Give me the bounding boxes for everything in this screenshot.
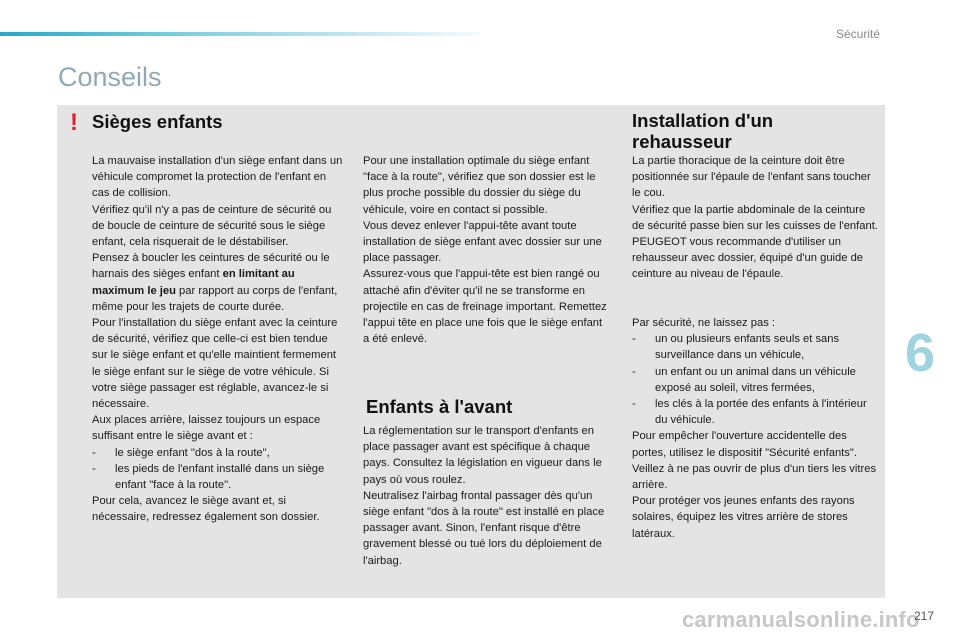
paragraph: Pour une installation optimale du siège enfant "face à la route", vérifiez que son dossier est le plus proche possible du dossier du siège du véhicule, voire en contact si possible. bbox=[363, 155, 596, 216]
list-item bbox=[92, 461, 344, 493]
paragraph: Pour protéger vos jeunes enfants des rayons solaires, équipez les vitres arrière de stores latéraux. bbox=[632, 495, 855, 540]
list-item-text: les pieds de l'enfant installé dans un siège enfant "face à la route". bbox=[115, 462, 325, 492]
paragraph: La réglementation sur le transport d'enfants en place passager avant est spécifique à chaque pays. Consultez la législation en vigueur dans le pays où vous roulez. bbox=[363, 425, 602, 486]
text-run: par rapport au corps de l'enfant, même pour les trajets de courte durée. bbox=[92, 284, 338, 313]
paragraph: Assurez-vous que l'appui-tête est bien rangé ou attaché afin d'éviter qu'il ne se transforme en projectile en cas de freinage important. Remettez l'appui tête en place une fois que le siège enfant a été enlevé. bbox=[363, 268, 607, 346]
header-accent-bar bbox=[0, 32, 480, 36]
paragraph: Veillez à ne pas ouvrir de plus d'un tiers les vitres arrière. bbox=[632, 462, 877, 492]
list-dash: - bbox=[632, 398, 636, 411]
list-dash: - bbox=[632, 365, 636, 378]
paragraph: Pour empêcher l'ouverture accidentelle des portes, utilisez le dispositif "Sécurité enfants". bbox=[632, 430, 857, 459]
sieges-column-2 bbox=[363, 153, 611, 347]
text-run: Pensez à boucler les ceintures de sécurité ou le harnais des sièges enfant bbox=[92, 252, 330, 281]
paragraph: Pour l'installation du siège enfant avec la ceinture de sécurité, vérifiez que celle-ci est bien tendue sur le siège enfant et qu'elle maintient fermement le siège enfant sur le siège de votre véhicule. Si votre siège passager est réglable, avancez-le si nécessaire. bbox=[92, 317, 338, 411]
page-number: 217 bbox=[914, 609, 935, 623]
list-item bbox=[92, 445, 344, 461]
list-item bbox=[632, 331, 882, 363]
list-item-text: un ou plusieurs enfants seuls et sans surveillance dans un véhicule, bbox=[655, 333, 840, 362]
enfants-avant-heading: Enfants à l'avant bbox=[366, 396, 513, 417]
paragraph: Vérifiez que la partie abdominale de la ceinture de sécurité passe bien sur les cuisses de l'enfant. bbox=[632, 203, 878, 232]
paragraph: Par sécurité, ne laissez pas : bbox=[632, 317, 776, 329]
list-item bbox=[632, 364, 882, 396]
paragraph: Aux places arrière, laissez toujours un espace suffisant entre le siège avant et : bbox=[92, 414, 321, 443]
sieges-enfants-heading: Sièges enfants bbox=[92, 111, 223, 132]
paragraph: La partie thoracique de la ceinture doit être positionnée sur l'épaule de l'enfant sans toucher le cou. bbox=[632, 155, 871, 200]
emphasis-text: en limitant au maximum le jeu bbox=[92, 268, 295, 297]
rehausseur-text bbox=[632, 153, 880, 283]
watermark: carmanualsonline.info bbox=[682, 607, 920, 632]
chapter-number: 6 bbox=[905, 323, 936, 383]
list-item-text: les clés à la portée des enfants à l'intérieur du véhicule. bbox=[655, 398, 867, 427]
list-item bbox=[632, 396, 882, 428]
paragraph: PEUGEOT vous recommande d'utiliser un rehausseur avec dossier, équipé d'un guide de ceinture au niveau de l'épaule. bbox=[632, 236, 864, 281]
heading-line: rehausseur bbox=[632, 131, 732, 152]
page-title: Conseils bbox=[58, 62, 162, 92]
list-dash: - bbox=[92, 462, 96, 475]
paragraph: Vous devez enlever l'appui-tête avant toute installation de siège enfant avec dossier sur une place passager. bbox=[363, 219, 602, 265]
heading-line: Installation d'un bbox=[632, 110, 774, 131]
warning-icon: ! bbox=[70, 109, 78, 136]
list-item-text: un enfant ou un animal dans un véhicule exposé au soleil, vitres fermées, bbox=[655, 365, 856, 394]
section-label: Sécurité bbox=[836, 27, 881, 41]
list-dash: - bbox=[632, 333, 636, 346]
rehausseur-heading bbox=[632, 110, 773, 152]
paragraph: Vérifiez qu'il n'y a pas de ceinture de sécurité ou de boucle de ceinture de sécurité sous le siège enfant, cela risquerait de le déstabiliser. bbox=[92, 203, 332, 249]
paragraph bbox=[92, 250, 344, 315]
list-dash: - bbox=[92, 446, 96, 459]
paragraph: La mauvaise installation d'un siège enfant dans un véhicule compromet la protection de l'enfant en cas de collision. bbox=[92, 155, 343, 200]
list-item-text: le siège enfant "dos à la route", bbox=[115, 446, 270, 459]
securite-text bbox=[632, 315, 882, 542]
enfants-avant-text bbox=[363, 423, 611, 569]
paragraph: Neutralisez l'airbag frontal passager dès qu'un siège enfant "dos à la route" est installé en place passager avant. Sinon, l'enfant risque d'être gravement blessé ou tué lors du déploiement de l'airbag. bbox=[363, 489, 605, 567]
sieges-column-1 bbox=[92, 153, 344, 526]
paragraph: Pour cela, avancez le siège avant et, si nécessaire, redressez également son dossier. bbox=[92, 495, 320, 524]
